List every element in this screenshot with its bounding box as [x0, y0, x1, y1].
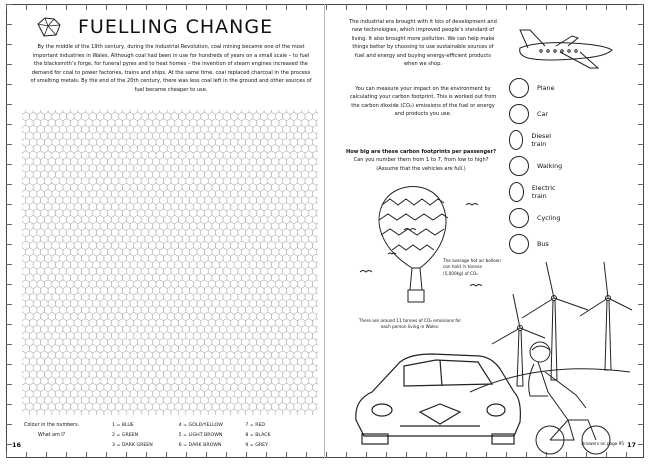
page-number-right: 17 — [626, 441, 636, 449]
legend-item: 6 = DARK BROWN — [178, 443, 222, 448]
balloon-note: The average hot air balloon can hold ½ tonnes (5,000kg) of CO₂ — [443, 258, 501, 276]
intro-paragraph: By the middle of the 19th century, during the Industrial Revolution, coal mining became one of the most important industries in Wales. Although coal had been in use for hundreds of years on a small scale – to fuel the blacksmith’s forge, for funeral pyres and to heat homes – the invention of steam engines increased the demand for coal to power factories, trains and ships. At the same time, coal replaced charcoal in the process of smelting metals. By the end of the 20th century, there was less coal left in the ground and other sources of fuel became cheaper to use. — [30, 44, 312, 93]
carbon-footprint-paragraph: You can measure your impact on the environment by calculating your carbon footprint. This is worked out from the carbon dioxide (CO₂) emissions of the fuel or energy and products you use. — [349, 86, 497, 118]
plane-icon — [520, 30, 612, 68]
legend-item: 9 = GREY — [245, 443, 268, 448]
legend-instruction: Colour in the numbers. — [24, 423, 80, 428]
option-label: Car — [537, 110, 549, 118]
legend-item: 1 = BLUE — [112, 423, 134, 428]
industrial-era-paragraph: The industrial era brought with it lots of development and new technologies, which improved people’s standard of living. It also brought more pollution. We can help make things better by choosing to use sustainable sources of fuel and energy and buying energy-efficient products when we shop. — [349, 19, 497, 68]
question-title: How big are these carbon footprints per passenger? — [345, 149, 497, 155]
hill-line — [470, 369, 630, 392]
cyclist-icon — [529, 342, 610, 454]
option-label: Cycling — [537, 214, 561, 222]
legend-item: 3 = DARK GREEN — [112, 443, 153, 448]
car-icon — [356, 354, 521, 444]
legend-question: What am I? — [38, 433, 66, 438]
legend-item: 7 = RED — [245, 423, 266, 428]
option-label: Bus — [537, 240, 549, 248]
page-title: FUELLING CHANGE — [78, 16, 274, 38]
option-label: Diesel train — [531, 132, 552, 148]
option-label: Electric train — [531, 184, 556, 200]
legend-item: 2 = GREEN — [112, 433, 139, 438]
option-label: Walking — [537, 162, 563, 170]
legend-item: 8 = BLACK — [245, 433, 271, 438]
hot-air-balloon-icon — [379, 187, 448, 303]
option-label: Plane — [537, 84, 555, 92]
page-number-left: 16 — [12, 441, 22, 449]
emissions-note: There are around 11 tonnes of CO₂ emissions for each person living in Wales. — [358, 318, 462, 330]
wind-turbine-icon — [492, 262, 632, 386]
legend-item: 4 = GOLD/YELLOW — [178, 423, 223, 428]
question-body: Can you number them from 1 to 7, from low to high? (Assume that the vehicles are full.) — [353, 157, 489, 172]
legend-item: 5 = LIGHT BROWN — [178, 433, 223, 438]
answers-reference: Answers on page 95 — [581, 441, 624, 446]
